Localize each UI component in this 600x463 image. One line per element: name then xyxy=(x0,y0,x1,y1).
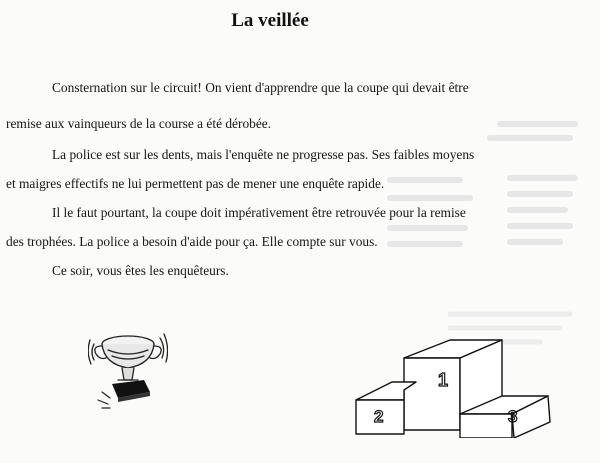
paragraph-3-line-2: des trophées. La police a besoin d'aide pour ça. Elle compte sur vous. xyxy=(6,234,378,249)
podium-first-number: 1 xyxy=(438,370,449,390)
paragraph-2-line-2: et maigres effectifs ne lui permettent pas de mener une enquête rapide. xyxy=(6,176,385,191)
paragraph-1-line-2: remise aux vainqueurs de la course a été dérobée. xyxy=(6,116,272,131)
paragraph-3-line-1: Il le faut pourtant, la coupe doit impérativement être retrouvée pour la remise xyxy=(52,205,466,220)
paragraph-1-line-1: Consternation sur le circuit! On vient d'apprendre que la coupe qui devait être xyxy=(52,80,469,95)
paragraph-3 xyxy=(6,200,552,254)
page-title: La veillée xyxy=(231,10,309,31)
paragraph-2-line-1: La police est sur les dents, mais l'enquête ne progresse pas. Ses faibles moyens xyxy=(52,147,475,162)
podium-illustration xyxy=(352,334,580,438)
podium-third-number: 3 xyxy=(508,407,518,426)
trophy-cup-illustration xyxy=(88,322,168,422)
paragraph-1 xyxy=(6,75,552,136)
podium-second-number: 2 xyxy=(374,407,384,426)
paragraph-4 xyxy=(52,258,552,283)
podium-first-front xyxy=(404,358,460,430)
paragraph-2 xyxy=(6,142,552,196)
paragraph-4-line-1: Ce soir, vous êtes les enquêteurs. xyxy=(52,263,229,278)
